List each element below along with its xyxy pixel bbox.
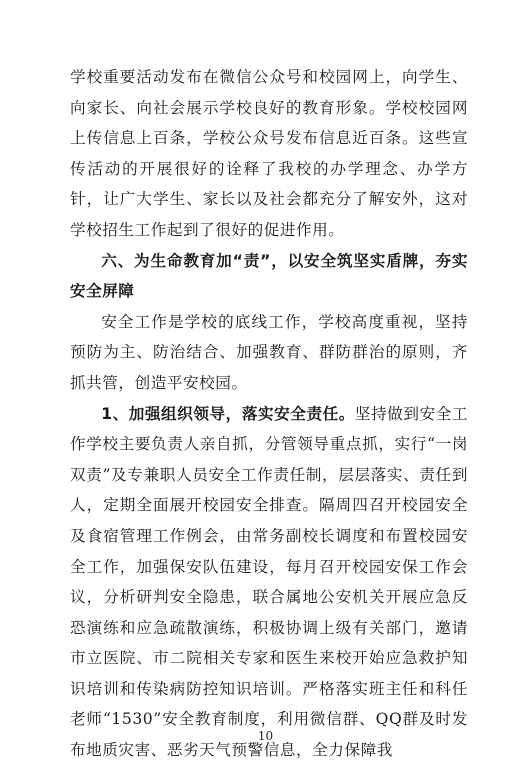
paragraph-safety-intro: 安全工作是学校的底线工作，学校高度重视，坚持预防为主、防治结合、加强教育、群防群治的原则，齐抓共管，创造平安校园。	[70, 312, 468, 392]
paragraph-lead-bold: 1、加强组织领导，落实安全责任。	[101, 404, 355, 423]
section-heading-six: 六、为生命教育加“责”，以安全筑坚实盾牌，夯实安全屏障	[70, 251, 468, 301]
paragraph-publicity: 学校重要活动发布在微信公众号和校园网上，向学生、向家长、向社会展示学校良好的教育形象。学校校园网上传信息上百条，学校公众号发布信息近百条。这些宣传活动的开展很好的诠释了我校的办学理念、办学方针，让广大学生、家长以及社会都充分了解安外，这对学校招生工作起到了很好的促进作用。	[70, 68, 468, 239]
paragraph-body-text: 坚持做到安全工作学校主要负责人亲自抓，分管领导重点抓，实行“一岗双责”及专兼职人员安全工作责任制，层层落实、责任到人，定期全面展开校园安全排查。隔周四召开校园安全及食宿管理工作例会，由常务副校长调度和布置校园安全工作，加强保安队伍建设，每月召开校园安保工作会议，分析研判安全隐患，联合属地公安机关开展应急反恐演练和应急疏散演练，积极协调上级有关部门，邀请市立医院、市二院相关专家和医生来校开始应急救护知识培训和传染病防控知识培训。严格落实班主任和科任老师“1530”安全教育制度，利用微信群、QQ群及时发布地质灾害、恶劣天气预警信息，全力保障我	[70, 404, 468, 760]
paragraph-safety-organization	[70, 399, 468, 766]
page-number: 10	[257, 729, 274, 743]
document-body	[70, 62, 468, 766]
